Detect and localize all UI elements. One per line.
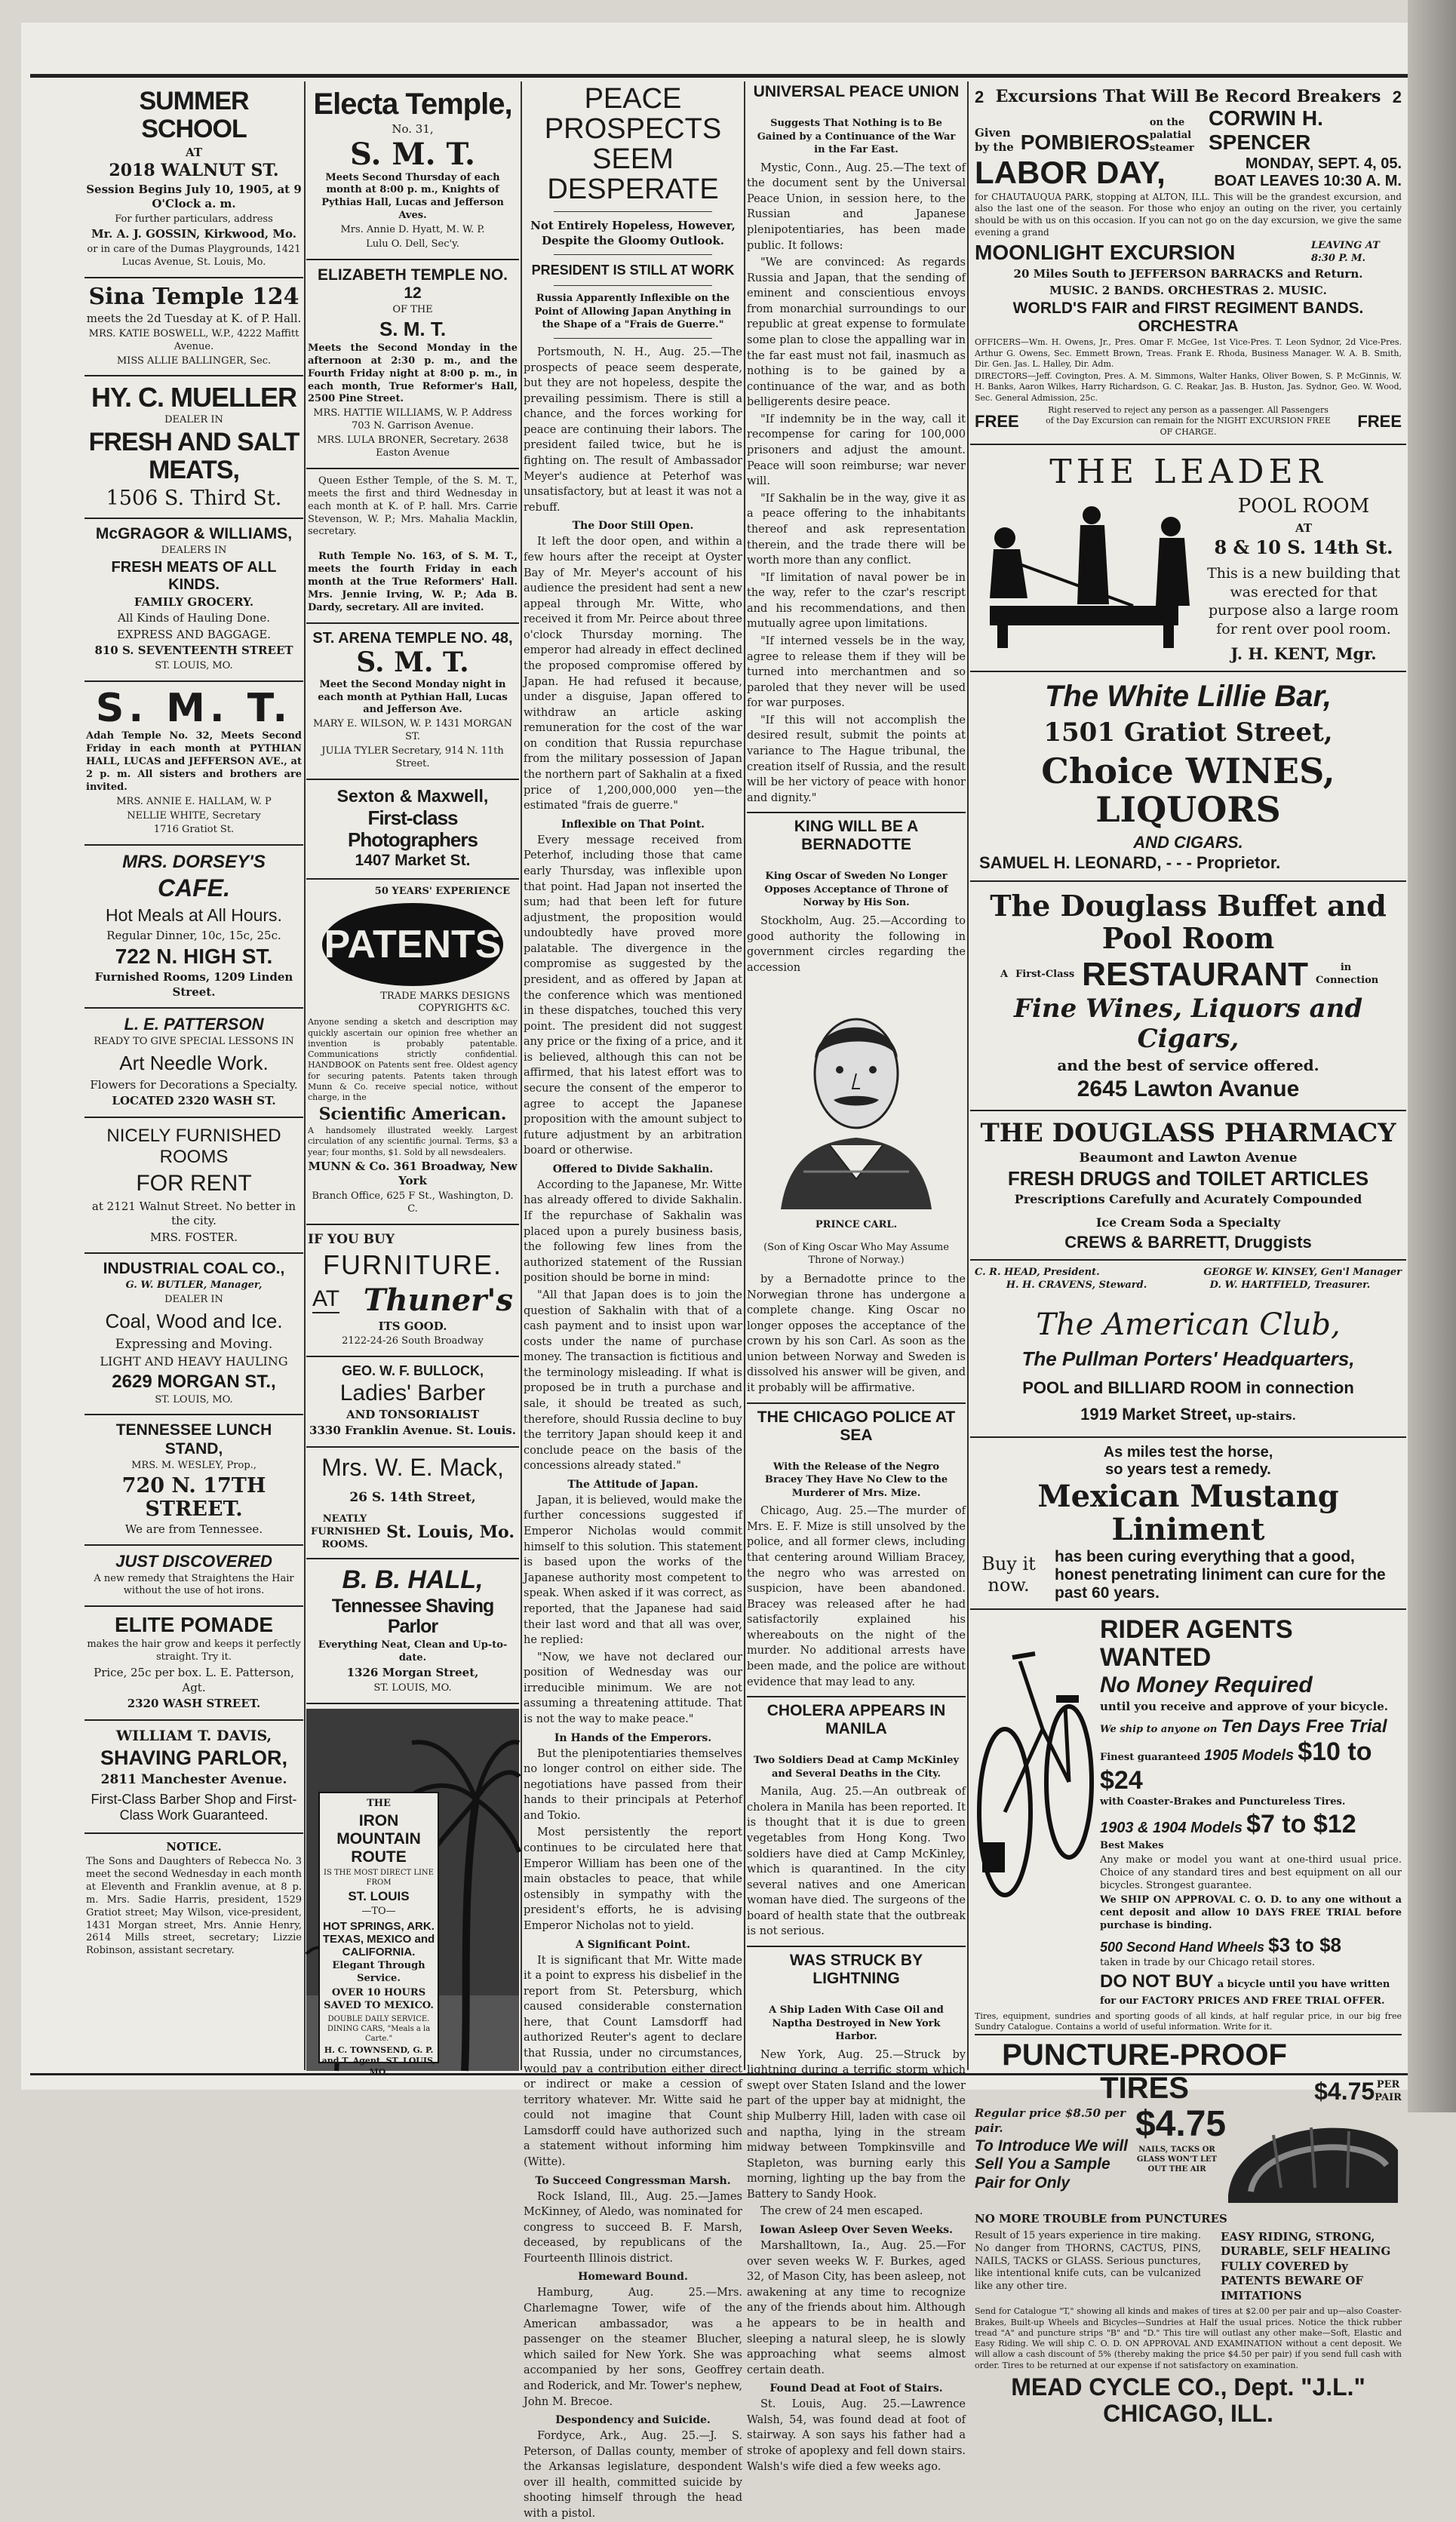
column-rule — [967, 81, 969, 2070]
ad-st-arena-temple: ST. ARENA TEMPLE NO. 48, S. M. T. Meet the Second Monday night in each month at Pythian Hall, Lucas and Jefferson Ave. MARY E. WILSON, W. P. 1431 MORGAN ST. JULIA TYLER Secretary, 914 N. 11th Street. — [306, 624, 519, 780]
ad-mustang-liniment: As miles test the horse, so years test a remedy. Mexican Mustang Liniment Buy it now. has been curing everything that a good, honest penetrating liniment can cure for the past 60 years. — [970, 1438, 1406, 1610]
ad-furnished-rooms: NICELY FURNISHED ROOMS FOR RENT at 2121 Walnut Street. No better in the city. MRS. FOSTER. — [84, 1118, 303, 1255]
bicycle-illustration — [975, 1616, 1095, 1903]
billiard-players-illustration — [975, 493, 1201, 651]
ad-smt-adah: S. M. T. Adah Temple No. 32, Meets Second Friday in each month at PYTHIAN HALL, LUCAS and JEFFERSON AVE., at 2 p. m. All sisters and brothers are invited. MRS. ANNIE E. HALLAM, W. P NELLIE WHITE, Secretary 1716 Gratiot St. — [84, 682, 303, 846]
top-rule — [30, 74, 1408, 78]
headline-lightning: WAS STRUCK BY LIGHTNING — [747, 1946, 966, 1988]
ad-american-club: C. R. HEAD, President. GEORGE W. KINSEY, Gen'l Manager H. H. CRAVENS, Steward. D. W. HARTFIELD, Treasurer. The American Club, The Pullman Porters' Headquarters, POOL and BILLIARD ROOM in connection 1919 Market Street, up-stairs. — [970, 1261, 1406, 1437]
column-1 — [84, 81, 303, 2070]
tire-illustration — [1221, 2105, 1402, 2210]
ad-mueller: HY. C. MUELLER DEALER IN FRESH AND SALT MEATS, 1506 S. Third St. — [84, 376, 303, 518]
ad-bb-hall: B. B. HALL, Tennessee Shaving Parlor Everything Neat, Clean and Up-to-date. 1326 Morgan Street, ST. LOUIS, MO. — [306, 1559, 519, 1704]
headline-universal-peace-union: UNIVERSAL PEACE UNION — [753, 83, 960, 100]
ad-sexton-maxwell: Sexton & Maxwell, First-class Photographers 1407 Market St. — [306, 780, 519, 880]
column-5-ads — [970, 81, 1406, 2428]
ad-bullock-barber: GEO. W. F. BULLOCK, Ladies' Barber AND TONSORIALIST 3330 Franklin Avenue. St. Louis. — [306, 1357, 519, 1448]
column-rule — [744, 81, 745, 2070]
iron-mountain-card: THE IRON MOUNTAIN ROUTE IS THE MOST DIRECT LINE FROM ST. LOUIS —TO— HOT SPRINGS, ARK. TEXAS, MEXICO and CALIFORNIA. Elegant Through Service. OVER 10 HOURS SAVED TO MEXICO. DOUBLE DAILY SERVICE. DINING CARS, "Meals a la Carte." H. C. TOWNSEND, G. P. and T. Agent. ST. LOUIS, MO. — [318, 1792, 439, 2063]
ad-iron-mountain — [306, 1709, 519, 2077]
patents-badge: PATENTS — [322, 903, 503, 986]
page-edge-shadow — [1408, 0, 1456, 2112]
headline-peace-prospects: PEACE PROSPECTS SEEM DESPERATE — [544, 83, 722, 205]
notice-rebecca: NOTICE. The Sons and Daughters of Rebecca No. 3 meet the second Wednesday in each month at Eleventh and Franklin avenue, at 8 p. m. Mrs. Sadie Harris, president, 1529 Gratiot street; May Wilson, vice-president, 1431 Morgan street, Mrs. Annie Henry, 2614 Mills street, secretary; Lizzie Robinson, assistant secretary. — [86, 1839, 302, 1957]
column-rule — [304, 81, 306, 2070]
ad-white-lillie-bar: The White Lillie Bar, 1501 Gratiot Street, Choice WINES, LIQUORS AND CIGARS. SAMUEL H. LEONARD, - - - Proprietor. — [970, 672, 1406, 882]
prince-carl-portrait — [758, 983, 954, 1209]
ad-davis-shaving: WILLIAM T. DAVIS, SHAVING PARLOR, 2811 Manchester Avenue. First-Class Barber Shop and First-Class Work Guaranteed. — [84, 1721, 303, 1834]
notice-ruth-temple: Ruth Temple No. 163, of S. M. T., meets the fourth Friday in each month at the True Reformers' Hall. Mrs. Jennie Irving, W. P.; Ada B. Dardy, secretary. All are invited. — [306, 545, 519, 623]
ad-industrial-coal: INDUSTRIAL COAL CO., G. W. BUTLER, Manager, DEALER IN Coal, Wood and Ice. Expressing and Moving. LIGHT AND HEAVY HAULING 2629 MORGAN ST., ST. LOUIS, MO. — [84, 1254, 303, 1415]
ad-douglass-buffet: The Douglass Buffet and Pool Room A First-Class RESTAURANT in Connection Fine Wines, Liquors and Cigars, and the best of service offered. 2645 Lawton Avanue — [970, 882, 1406, 1111]
ad-electa-temple: Electa Temple, No. 31, S. M. T. Meets Second Thursday of each month at 8:00 p. m., Knights of Pythias Hall, Lucas and Jefferson Aves. Mrs. Annie D. Hyatt, M. W. P. Lulu O. Dell, Sec'y. — [306, 81, 519, 260]
ad-mcgregor-williams: McGRAGOR & WILLIAMS, DEALERS IN FRESH MEATS OF ALL KINDS. FAMILY GROCERY. All Kinds of Hauling Done. EXPRESS AND BAGGAGE. 810 S. SEVENTEENTH STREET ST. LOUIS, MO. — [84, 519, 303, 682]
ad-mrs-mack: Mrs. W. E. Mack, 26 S. 14th Street, NEATLY FURNISHED ROOMS. St. Louis, Mo. — [306, 1448, 519, 1559]
ad-dorsey-cafe: MRS. DORSEY'S CAFE. Hot Meals at All Hours. Regular Dinner, 10c, 15c, 25c. 722 N. HIGH ST. Furnished Rooms, 1209 Linden Street. — [84, 846, 303, 1009]
ad-sina-temple: Sina Temple 124 meets the 2d Tuesday at K. of P. Hall. MRS. KATIE BOSWELL, W.P., 4222 Maffitt Avenue. MISS ALLIE BALLINGER, Sec. — [84, 278, 303, 377]
ad-leader-pool-room: THE LEADER POOL ROOM AT 8 & 10 S. 14th St. This is a new building that was erected for that purpose also a large room for rent over pool room. J. H. KENT, Mgr. — [970, 445, 1406, 672]
ad-patterson: L. E. PATTERSON READY TO GIVE SPECIAL LESSONS IN Art Needle Work. Flowers for Decorations a Specialty. LOCATED 2320 WASH ST. — [84, 1009, 303, 1117]
notice-queen-esther: Queen Esther Temple, of the S. M. T., meets the first and third Wednesday in each month at K. of P. hall. Mrs. Carrie Stevenson, W. P.; Mrs. Mahalia Macklin, secretary. — [308, 475, 518, 538]
ad-excursions: 2 Excursions That Will Be Record Breakers 2 Given by the POMBIEROS on the palatial steamer CORWIN H. SPENCER LABOR DAY, MONDAY, SEPT. 4, 05. BOAT LEAVES 10:30 A. M. for CHAUTAUQUA PARK, stopping at ALTON, ILL. This will be the grandest excursion, and also the last one of the season. For those who enjoy an outing on the river, you certainly should be with us on this occasion. If you can not go on the day excursion, we give the same evening a grand MOONLIGHT EXCURSION LEAVING AT 8:30 P. M. 20 Miles South to JEFFERSON BARRACKS and Return. MUSIC. 2 BANDS. ORCHESTRAS 2. MUSIC. WORLD'S FAIR and FIRST REGIMENT BANDS. ORCHESTRA OFFICERS—Wm. H. Owens, Jr., Pres. Omar F. McGee, 1st Vice-Pres. T. Leon Sydnor, 2d Vice-Pres. Arthur G. Owens, Sec. Emmett Brown, Treas. Frank E. Rhoda, Business Manager. W. A. B. Smith, Dir. Gen. Jas. L. Halley, Dir. Adm. DIRECTORS—Jeff. Covington, Pres. A. M. Simmons, Walter Hanks, Oliver Bowen, S. P. McGinnis, W. H. Banks, Aaron Wilkes, Harry Richardson, G. C. Reakar, Jas. B. Huston, Jas. Sydnor, Geo. W. Wood, Sec. General Admission, 25c. FREE Right reserved to reject any person as a passenger. All Passengers of the Day Excursion can remain for the NIGHT EXCURSION FREE OF CHARGE. FREE — [970, 81, 1406, 445]
column-3: PEACE PROSPECTS SEEM DESPERATE Not Entirely Hopeless, However, Despite the Gloomy Outlook. PRESIDENT IS STILL AT WORK Russia Apparently Inflexible on the Point of Allowing Japan Anything in the Shape of a "Frais de Guerre." Portsmouth, N. H., Aug. 25.—The prospects of peace seem desperate, but they are not hopeless, despite the prevailing pessimism. There is still a chance, and the forces working for peace are continuing their labors. The president failed twice, but he is fighting on. The result of Ambassador Meyer's audience at Peterhof was unsatisfactory, but at least it was not a rebuff. The Door Still Open. It left the door open, and within a few hours after the receipt at Oyster Bay of Mr. Meyer's account of his audience the president had sent a new appeal through Mr. Witte, who received it from Mr. Peirce about three o'clock Thursday morning. The emperor had already in effect declined the proposed compromise offered by Japan. He had refused it because, under a disguise, Japan offered to withdraw an article asking remuneration for the cost of the war on condition that Russia repurchase from the military possession of Japan the northern part of Sakhalin at a fixed price of 1,200,000,000 yen—the estimated "frais de guerre." Inflexible on That Point. Every message received from Peterhof, including those that came early Thursday, was inflexible upon that point. Had Japan not inserted the sum; had that been left for future adjustment, the proposition would undoubtedly have proved more palatable. The divergence in the compromise as suggested by the president, and as offered by Japan at the conference which was mentioned in these dispatches, touched this very point. The president did not suggest any price or the fixing of a price, and it is believed, although this can not be affirmed, that his latest effort was to secure the consent of the emperor to agree to accept the Japanese proposition with the amount subject to future adjustment by an arbitration board or otherwise. Offered to Divide Sakhalin. According to the Japanese, Mr. Witte has already offered to divide Sakhalin. If the repurchase of Sakhalin was placed upon a purely business basis, the following few lines from the authorized statement of the Russian position should be borne in mind: "All that Japan does is to join the question of Sakhalin with that of a cash payment and to insist upon war costs under the name of purchase money. The transaction is fictitious and the terminology misleading. If what is proposed be in truth a purchase and sale, it should be treated as such, therefore, should Russia decline to buy the territory Japan should keep it and conclude peace on the basis of the concessions already stated." The Attitude of Japan. Japan, it is believed, would make the further concessions suggested if Emperor Nicholas would commit himself to this solution. This statement is based upon the works of the Japanese authority most competent to speak. When asked if it was correct, as reported, that the Japanese had said their last word and that all was over, he replied: "Now, we have not declared our position of Wednesday was our irreducible minimum. We are not assuming a threatening attitude. That is not the way to make peace." In Hands of the Emperors. But the plenipotentiaries themselves no longer control on either side. The negotiations have passed from their hands to their principals at Peterhof and Tokio. Most persistently the report continues to be circulated here that Emperor William has been one of the main obstacles to peace, that while ostensibly in sympathy with the president's efforts, he is advising Emperor Nicholas not to yield. A Significant Point. It is significant that Mr. Witte made it a point to express his disbelief in the report from St. Petersburg, which caused considerable consternation here, that Count Lamsdorff had authorized Reuter's agent to declare that Russia, under no circumstances, would pay a contribution either direct or indirect or make a cession of territory whatever. Mr. Witte said he could not imagine that Count Lamsdorff could have authorized such a statement without informing him (Witte). To Succeed Congressman Marsh. Rock Island, Ill., Aug. 25.—James McKinney, of Aledo, was nominated for congress to succeed B. F. Marsh, deceased, by republicans of the Fourteenth Illinois district. Homeward Bound. Hamburg, Aug. 25.—Mrs. Charlemagne Tower, wife of the American ambassador, was a passenger on the steamer Blucher, which sailed for New York. She was accompanied by her sons, Geoffrey and Roderick, and Mr. Tower's nephew, John M. Brecoe. Despondency and Suicide. Fordyce, Ark., Aug. 25.—J. S. Peterson, of Dallas county, member of the Arkansas legislature, despondent over ill health, committed suicide by shooting himself through the head with a pistol. — [524, 83, 743, 2520]
ad-douglass-pharmacy: THE DOUGLASS PHARMACY Beaumont and Lawton Avenue FRESH DRUGS and TOILET ARTICLES Prescriptions Carefully and Acurately Compounded Ice Cream Soda a Specialty CREWS & BARRETT, Druggists — [970, 1111, 1406, 1261]
column-rule — [521, 81, 522, 2070]
column-4: UNIVERSAL PEACE UNION Suggests That Nothing is to Be Gained by a Continuance of the War in the Far East. Mystic, Conn., Aug. 25.—The text of the document sent by the Universal Peace Union, in session here, to the Russian and Japanese plenipotentiaries, has been made public. It follows: "We are convinced: As regards Russia and Japan, that the sending of eminent and conscientious envoys from monarchial surroundings to our republic at great expense to formulate some plan to close the appalling war in the far east must not fail, inasmuch as nothing is to be gained by a continuance of the war, and as both belligerents desire peace. "If indemnity be in the way, call it recompense for caring for 100,000 prisoners and adjust the amount. Peace will soon reimburse; war never will. "If Sakhalin be in the way, give it as a peace offering to the inhabitants thereof and ask representation therein, and the trade there will be worth more than any conflict. "If limitation of naval power be in the way, refer to the czar's rescript and his recommendations, and then mutually agree upon limitations. "If interned vessels be in the way, agree to release them if they will be turned into merchantmen and so paroled that they never will be used for war purposes. "If this will not accomplish the desired result, submit the points at variance to The Hague tribunal, the creation itself of Russia, and the result will be her victory of peace with honor and dignity." KING WILL BE A BERNADOTTE King Oscar of Sweden No Longer Opposes Acceptance of Throne of Norway by His Son. Stockholm, Aug. 25.—According to good authority the following in government circles regarding the accession PRINCE CARL. (Son of King Oscar Who May Assume Throne of Norway.) by a Bernadotte prince to the Norwegian throne has undergone a complete change. King Oscar no longer opposes the acceptance of the crown by his son Carl. As soon as the union between Norway and Sweden is dissolved his answer will be given, and it probably will be affirmative. THE CHICAGO POLICE AT SEA With the Release of the Negro Bracey They Have No Clew to the Murderer of Mrs. Mize. Chicago, Aug. 25.—The murder of Mrs. E. F. Mize is still unsolved by the police, and all former clews, including that centering around William Bracey, the negro who was arrested on suspicion, have been abandoned. Bracey was released after he had satisfactorily explained his whereabouts on the night of the murder. No additional arrests have been made, and the police are without evidence that may lead to any. CHOLERA APPEARS IN MANILA Two Soldiers Dead at Camp McKinley and Several Deaths in the City. Manila, Aug. 25.—An outbreak of cholera in Manila has been reported. It is thought that it is due to green vegetables from Hong Kong. Two soldiers have died at Camp McKinley, which is quarantined. In the city several natives and one American woman have died. The surgeons of the board of health state that the outbreak is not serious. WAS STRUCK BY LIGHTNING A Ship Laden With Case Oil and Naptha Destroyed in New York Harbor. New York, Aug. 25.—Struck by lightning during a terrific storm which swept over Staten Island and the lower part of the upper bay at midnight, the ship Mulberry Hill, laden with case oil and naptha, lying in the stream midway between Tompkinsville and Stapleton, was burning early this morning, lighting up the bay from the Battery to Sandy Hook. The crew of 24 men escaped. Iowan Asleep Over Seven Weeks. Marshalltown, Ia., Aug. 25.—For over seven weeks W. F. Burkes, aged 32, of Mason City, has been asleep, not awakening at any time to recognize any of the friends about him. Although he appears to be in health and sleeping a natural sleep, he is slowly approaching what seems almost certain death. Found Dead at Foot of Stairs. St. Louis, Aug. 25.—Lawrence Walsh, 54, was found dead at foot of stairway. A son says his father had a stroke of apoplexy and fell down stairs. Walsh's wife died a few weeks ago. — [747, 83, 966, 2473]
ad-just-discovered: JUST DISCOVERED A new remedy that Straightens the Hair without the use of hot irons. — [84, 1546, 303, 1607]
headline-chicago-police: THE CHICAGO POLICE AT SEA — [747, 1402, 966, 1445]
ad-elite-pomade: ELITE POMADE makes the hair grow and keeps it perfectly straight. Try it. Price, 25c per box. L. E. Patterson, Agt. 2320 WASH STREET. — [84, 1607, 303, 1720]
ad-summer-school: SUMMER SCHOOL AT 2018 WALNUT ST. Session Begins July 10, 1905, at 9 O'Clock a. m. For further particulars, address Mr. A. J. GOSSIN, Kirkwood, Mo. or in care of the Dumas Playgrounds, 1421 Lucas Avenue, St. Louis, Mo. — [84, 81, 303, 278]
ad-elizabeth-temple: ELIZABETH TEMPLE NO. 12 OF THE S. M. T. Meets the Second Monday in the afternoon at 2:30 p. m., and the Fourth Friday night at 8:00 p. m., in each month, True Reformer's Hall, 2500 Pine Street. MRS. HATTIE WILLIAMS, W. P. Address 703 N. Garrison Avenue. MRS. LULA BRONER, Secretary. 2638 Easton Avenue — [306, 260, 519, 469]
headline-cholera-manila: CHOLERA APPEARS IN MANILA — [747, 1696, 966, 1738]
ad-thuners-furniture: IF YOU BUY FURNITURE. AT Thuner's ITS GOOD. 2122-24-26 South Broadway — [306, 1225, 519, 1357]
ad-patents: 50 YEARS' EXPERIENCE PATENTS TRADE MARKS DESIGNS COPYRIGHTS &C. Anyone sending a sketch and description may quickly ascertain our opinion free whether an invention is probably patentable. Communications strictly confidential. HANDBOOK on Patents sent free. Oldest agency for securing patents. Patents taken through Munn & Co. receive special notice, without charge, in the Scientific American. A handsomely illustrated weekly. Largest circulation of any scientific journal. Terms, $3 a year; four months, $1. Sold by all newsdealers. MUNN & Co. 361 Broadway, New York Branch Office, 625 F St., Washington, D. C. — [306, 880, 519, 1225]
ad-mead-cycle: RIDER AGENTS WANTED No Money Required until you receive and approve of your bicycle. We ship to anyone on Ten Days Free Trial Finest guaranteed 1905 Models $10 to $24 with Coaster-Brakes and Punctureless Tires. 1903 & 1904 Models $7 to $12 Best Makes Any make or model you want at one-third usual price. Choice of any standard tires and best equipment on all our bicycles. Strongest guarantee. We SHIP ON APPROVAL C. O. D. to any one without a cent deposit and allow 10 DAYS FREE TRIAL before purchase is binding. 500 Second Hand Wheels $3 to $8 taken in trade by our Chicago retail stores. DO NOT BUY a bicycle until you have written for our FACTORY PRICES AND FREE TRIAL OFFER. Tires, equipment, sundries and sporting goods of all kinds, at half regular price, in our big free Sundry Catalogue. Contains a world of useful information. Write for it. PUNCTURE-PROOF TIRES $4.75 PER PAIR Regular price $8.50 per pair. To Introduce We will Sell You a Sample Pair for Only $4.75 NAILS, TACKS OR GLASS WON'T LET OUT THE AIR NO MORE TROUBLE from PUNCTURES Result of 15 years experience in tire making. No danger from THORNS, CACTUS, PINS, NAILS, TACKS or GLASS. Serious punctures, like intentional knife cuts, can be vulcanized like any other tire. EASY RIDING, STRONG, DURABLE, SELF HEALING FULLY COVERED by PATENTS BEWARE OF IMITATIONS Send for Catalogue "T," showing all kinds and makes of tires at $2.00 per pair and up—also Coaster-Brakes, Built-up Wheels and Bicycles—Sundries at Half the usual prices. Notice the thick rubber tread "A" and puncture strips "B" and "D." This tire will outlast any other make—Soft, Elastic and Easy Riding. We will ship C. O. D. ON APPROVAL AND EXAMINATION without a cent deposit. We will allow a cash discount of 5% (thereby making the price $4.50 per pair) if you send full cash with order. Tires to be returned at our expense if not satisfactory on examination. MEAD CYCLE CO., Dept. "J.L." CHICAGO, ILL. — [975, 1615, 1402, 2428]
ad-tennessee-lunch: TENNESSEE LUNCH STAND, MRS. M. WESLEY, Prop., 720 N. 17TH STREET. We are from Tennessee. — [84, 1415, 303, 1546]
column-2 — [306, 81, 519, 2077]
headline-bernadotte: KING WILL BE A BERNADOTTE — [747, 812, 966, 854]
